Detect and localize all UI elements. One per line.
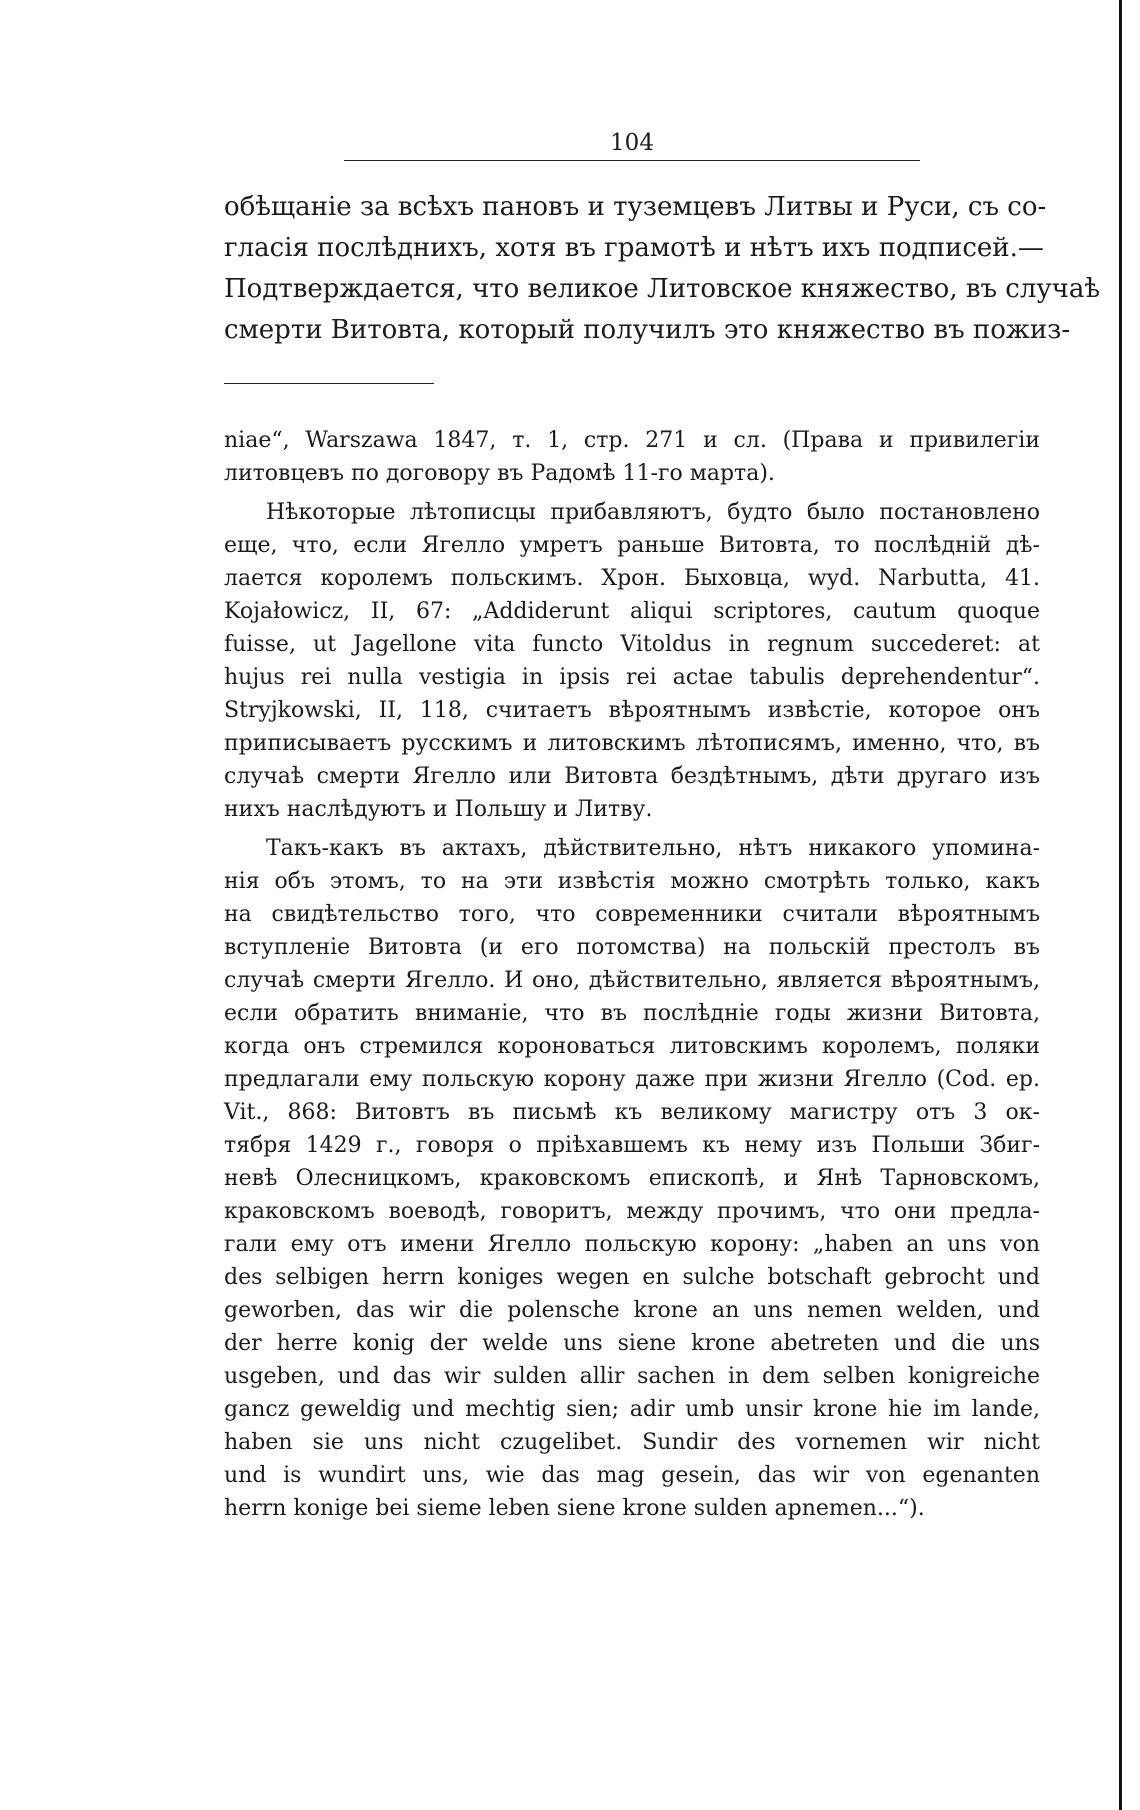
footnote-line: gancz geweldig und mechtig sien; adir umb unsir krone hie im lande,	[224, 1397, 1040, 1422]
footnote-line: haben sie uns nicht czugelibet. Sundir des vornemen wir nicht	[224, 1430, 1040, 1455]
footnote-paragraph-3	[224, 832, 1040, 1525]
book-page	[224, 130, 1101, 1531]
footnote-line: Kojałowicz, II, 67: „Addiderunt aliqui scriptores, cautum quoque	[224, 599, 1040, 624]
footnote-line: тября 1429 г., говоря о пріѣхавшемъ къ нему изъ Польши Збиг-	[224, 1133, 1040, 1158]
page-edge-line	[1119, 0, 1122, 1810]
footnote-line: fuisse, ut Jagellone vita functo Vitoldus in regnum succederet: at	[224, 632, 1040, 657]
footnote-line: еще, что, если Ягелло умретъ раньше Витовта, то послѣдній дѣ-	[224, 533, 1040, 558]
main-text-line: смерти Витовта, который получилъ это княжество въ пожиз-	[224, 315, 1071, 345]
footnote-line: der herre konig der welde uns siene krone abetreten und die uns	[224, 1331, 1040, 1356]
footnote-line: Такъ-какъ въ актахъ, дѣйствительно, нѣтъ никакого упомина-	[266, 836, 1040, 861]
footnote-line: краковскомъ воеводѣ, говоритъ, между прочимъ, что они предла-	[224, 1199, 1040, 1224]
footnote-line: литовцевъ по договору въ Радомѣ 11-го марта).	[224, 461, 775, 486]
footnote-line: Vit., 868: Витовтъ въ письмѣ къ великому магистру отъ 3 ок-	[224, 1100, 1040, 1125]
footnote-line: geworben, das wir die polensche krone an uns nemen welden, und	[224, 1298, 1040, 1323]
footnote-line: невѣ Олесницкомъ, краковскомъ епископѣ, и Янѣ Тарновскомъ,	[224, 1166, 1040, 1191]
main-text-line: Подтверждается, что великое Литовское княжество, въ случаѣ	[224, 274, 1101, 304]
footnote-line: вступленіе Витовта (и его потомства) на польскій престолъ въ	[224, 935, 1040, 960]
footnote-line: когда онъ стремился короноваться литовскимъ королемъ, поляки	[224, 1034, 1040, 1059]
footnote-line: нія объ этомъ, то на эти извѣстія можно смотрѣть только, какъ	[224, 869, 1040, 894]
main-text-line: гласія послѣднихъ, хотя въ грамотѣ и нѣтъ ихъ подписей.—	[224, 233, 1044, 263]
footnote-line: на свидѣтельство того, что современники считали вѣроятнымъ	[224, 902, 1040, 927]
footnote-line: Stryjkowski, II, 118, считаетъ вѣроятнымъ извѣстіе, которое онъ	[224, 698, 1040, 723]
footnote-line: гали ему отъ имени Ягелло польскую корону: „haben an uns von	[224, 1232, 1040, 1257]
footnote-line: если обратить вниманіе, что въ послѣдніе годы жизни Витовта,	[224, 1001, 1040, 1026]
footnote-line: нихъ наслѣдуютъ и Польшу и Литву.	[224, 797, 653, 822]
footnote-line: und is wundirt uns, wie das mag gesein, das wir von egenanten	[224, 1463, 1040, 1488]
footnote-line: hujus rei nulla vestigia in ipsis rei actae tabulis deprehendentur“.	[224, 665, 1040, 690]
footnote-line: случаѣ смерти Ягелло. И оно, дѣйствительно, является вѣроятнымъ,	[224, 968, 1040, 993]
footnote-line: des selbigen herrn koniges wegen en sulche botschaft gebrocht und	[224, 1265, 1040, 1290]
footnote-line: usgeben, und das wir sulden allir sachen in dem selben konigreiche	[224, 1364, 1040, 1389]
footnote-line: herrn konige bei sieme leben siene krone sulden apnemen...“).	[224, 1496, 925, 1521]
footnote-divider	[224, 383, 434, 384]
footnote-paragraph-2	[224, 496, 1040, 826]
footnote-line: приписываетъ русскимъ и литовскимъ лѣтописямъ, именно, что, въ	[224, 731, 1040, 756]
footnote-line: случаѣ смерти Ягелло или Витовта бездѣтнымъ, дѣти другаго изъ	[224, 764, 1040, 789]
main-text	[224, 187, 1101, 351]
page-number: 104	[344, 130, 920, 161]
footnote-line: Нѣкоторые лѣтописцы прибавляютъ, будто было постановлено	[266, 500, 1040, 525]
footnote-line: niae“, Warszawa 1847, т. 1, стр. 271 и сл. (Права и привилегіи	[224, 428, 1040, 453]
footnote-paragraph-1	[224, 424, 1040, 490]
footnote-line: лается королемъ польскимъ. Хрон. Быховца, wyd. Narbutta, 41.	[224, 566, 1040, 591]
main-text-line: обѣщаніе за всѣхъ пановъ и туземцевъ Литвы и Руси, съ со-	[224, 192, 1047, 222]
footnote-line: предлагали ему польскую корону даже при жизни Ягелло (Cod. ep.	[224, 1067, 1040, 1092]
